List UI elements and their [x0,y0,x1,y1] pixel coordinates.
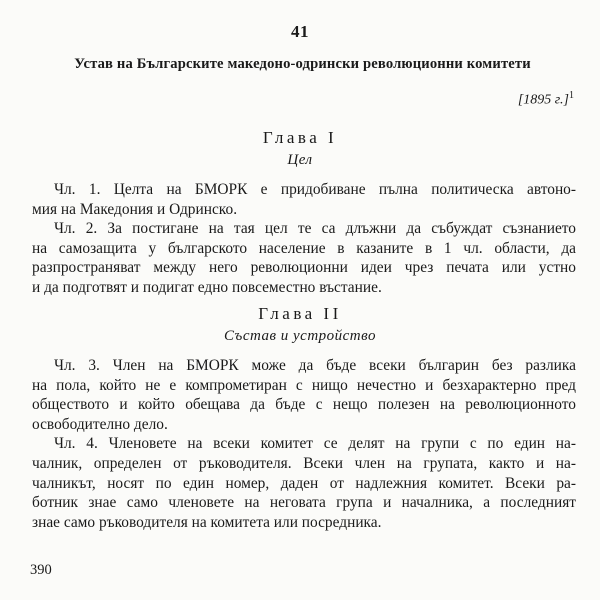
chapter-2-body [32,356,576,532]
chapter-2-subtitle: Състав и устройство [224,328,376,344]
document-title: Устав на Българските македоно-одрински революционни комитети [74,56,531,72]
article-1 [32,180,576,219]
article-line: обществото и който обещава да бъде с нещо полезен на революционното [32,396,576,414]
article-3 [32,356,576,434]
article-line: чалникът, носят по един номер, даден от надлежния комитет. Всеки ра- [32,474,576,492]
document-number: 41 [291,22,309,41]
chapter-2-heading: Глава II [258,304,342,323]
chapter-1-heading: Глава I [262,128,338,147]
article-2 [32,219,576,297]
article-line: разпространяват между него революционни идеи чрез печата или устно [32,259,576,277]
article-line: Чл. 1. Целта на БМОРК е придобиване пълна политическа автоно- [54,181,576,198]
document-date [518,90,574,109]
page-number: 390 [30,562,52,578]
article-line: на самозащита у българското население в казаните в 1 чл. области, да [32,239,576,257]
article-line: и да подготвят и подигат едно повсеместно въстание. [32,278,382,296]
article-4 [32,434,576,532]
article-line: Чл. 4. Членовете на всеки комитет се делят на групи с по един на- [54,435,576,453]
article-line: мия на Македония и Одринско. [32,200,238,218]
article-line: Чл. 3. Член на БМОРК може да бъде всеки българин без разлика [54,357,576,374]
article-line: на пола, който не е компрометиран с нищо нечестно и безхарактерно пред [32,376,576,394]
article-line: знае само ръководителя на комитета или посредника. [32,513,382,531]
article-line: Чл. 2. За постигане на тая цел те са длъжни да събуждат съзнанието [54,220,576,238]
chapter-1-subtitle: Цел [287,152,313,168]
chapter-1-body [32,180,576,298]
article-line: ботник знае само членовете на неговата група и началника, а последният [32,494,576,512]
article-line: освободително дело. [32,415,168,433]
article-line: чалник, определен от ръководителя. Всеки член на групата, както и на- [32,454,576,472]
document-date-text: [1895 г.] [517,92,569,108]
footnote-marker: 1 [569,90,574,101]
